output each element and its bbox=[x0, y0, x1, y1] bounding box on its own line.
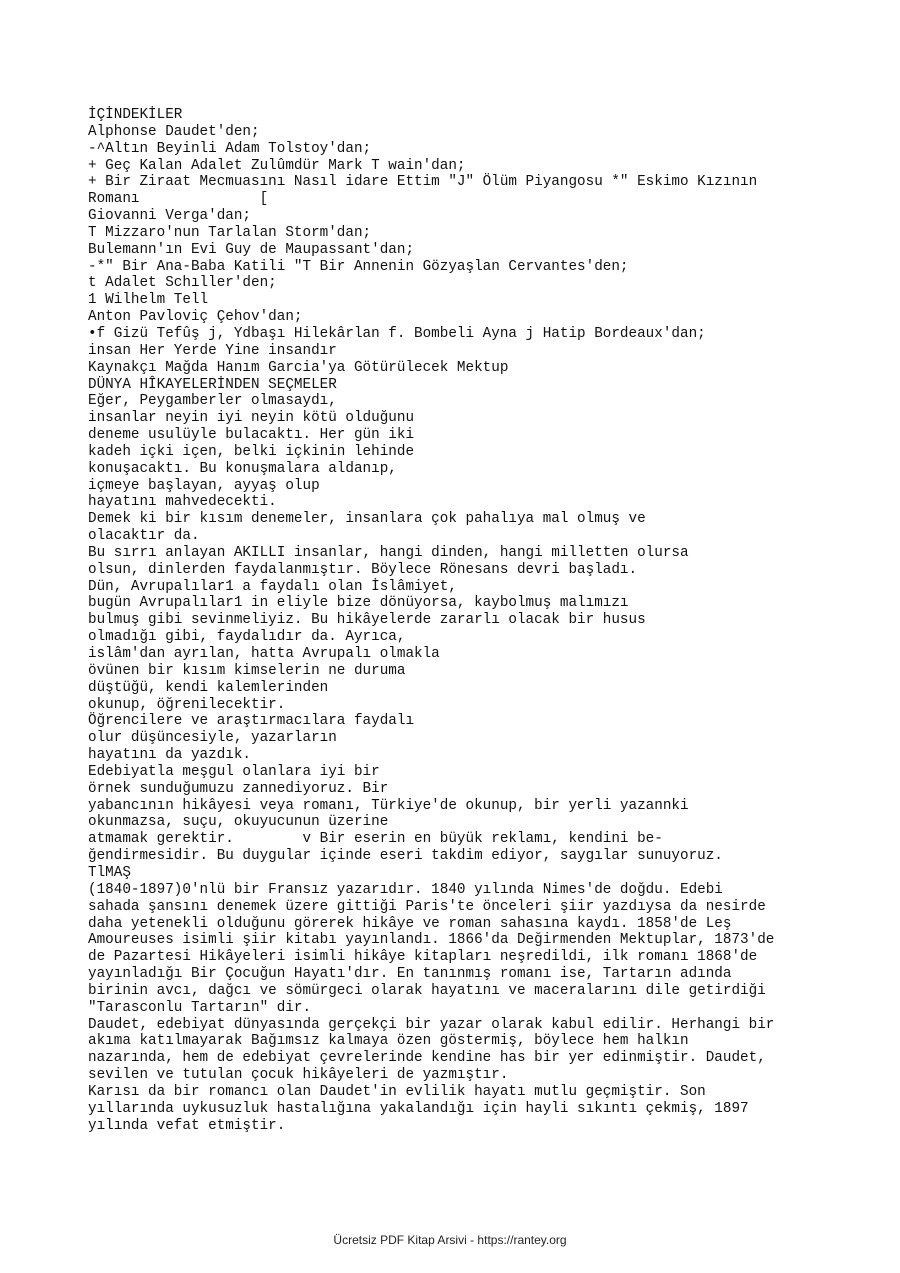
text-line: + Geç Kalan Adalet Zulûmdür Mark T wain'dan; bbox=[88, 157, 466, 174]
text-line: okunup, öğrenilecektir. bbox=[88, 696, 286, 713]
text-line: T Mizzaro'nun Tarlalan Storm'dan; bbox=[88, 224, 372, 241]
text-line: Giovanni Verga'dan; bbox=[88, 208, 252, 225]
text-line: 1 Wilhelm Tell bbox=[88, 292, 209, 309]
text-line: bugün Avrupalılar1 in eliyle bize dönüyorsa, kaybolmuş malımızı bbox=[88, 595, 629, 612]
text-line: daha yetenekli olduğunu görerek hikâye ve roman sahasına kaydı. 1858'de Leş bbox=[88, 915, 732, 932]
text-line: ğendirmesidir. Bu duygular içinde eseri takdim ediyor, saygılar sunuyoruz. bbox=[88, 848, 723, 865]
footer-text: Ücretsiz PDF Kitap Arsivi - https://rantey.org bbox=[333, 1233, 567, 1247]
text-line: sahada şansını denemek üzere gittiği Paris'te önceleri şiir yazdıysa da nesirde bbox=[88, 898, 766, 915]
text-line: Edebiyatla meşgul olanlara iyi bir bbox=[88, 763, 380, 780]
text-line: deneme usulüyle bulacaktı. Her gün iki bbox=[88, 427, 415, 444]
text-line: Bulemann'ın Evi Guy de Maupassant'dan; bbox=[88, 241, 415, 258]
text-line: islâm'dan ayrılan, hatta Avrupalı olmakla bbox=[88, 646, 440, 662]
text-line: •f Gizü Tefûş j, Ydbaşı Hilekârlan f. Bombeli Ayna j Hatip Bordeaux'dan; bbox=[88, 325, 706, 342]
text-line: olmadığı gibi, faydalıdır da. Ayrıca, bbox=[88, 629, 406, 646]
text-line: Romanı [ bbox=[88, 191, 269, 208]
text-line: düştüğü, kendi kalemlerinden bbox=[88, 679, 329, 696]
text-line: Eğer, Peygamberler olmasaydı, bbox=[88, 393, 337, 410]
text-line: Karısı da bir romancı olan Daudet'in evlilik hayatı mutlu geçmiştir. Son bbox=[88, 1083, 706, 1100]
document-body-text bbox=[88, 107, 878, 1134]
text-line: Daudet, edebiyat dünyasında gerçekçi bir yazar olarak kabul edilir. Herhangi bir bbox=[88, 1016, 775, 1033]
text-line: nazarında, hem de edebiyat çevrelerinde kendine has bir yer edinmiştir. Daudet, bbox=[88, 1050, 766, 1067]
text-line: yılında vefat etmiştir. bbox=[88, 1117, 286, 1134]
text-line: Öğrencilere ve araştırmacılara faydalı bbox=[88, 713, 415, 730]
text-line: insanlar neyin iyi neyin kötü olduğunu bbox=[88, 410, 415, 427]
text-line: + Bir Ziraat Mecmuasını Nasıl idare Ettim "J" Ölüm Piyangosu *" Eskimo Kızının bbox=[88, 174, 758, 191]
text-line: okunmazsa, suçu, okuyucunun üzerine bbox=[88, 814, 389, 831]
text-line: hayatını da yazdık. bbox=[88, 747, 252, 764]
signature-line: TlMAŞ bbox=[88, 864, 131, 881]
text-line: birinin avcı, dağcı ve sömürgeci olarak hayatını ve maceralarını dile getirdiği bbox=[88, 982, 766, 999]
text-line: övünen bir kısım kimselerin ne duruma bbox=[88, 662, 406, 679]
text-line: t Adalet Schıller'den; bbox=[88, 275, 277, 292]
text-line: "Tarasconlu Tartarın" dir. bbox=[88, 999, 312, 1016]
text-line: insan Her Yerde Yine insandır bbox=[88, 342, 337, 359]
text-line: yıllarında uykusuzluk hastalığına yakalandığı için hayli sıkıntı çekmiş, 1897 bbox=[88, 1100, 749, 1117]
text-line: hayatını mahvedecekti. bbox=[88, 494, 277, 511]
text-line: sevilen ve tutulan çocuk hikâyeleri de yazmıştır. bbox=[88, 1067, 509, 1084]
text-line: Alphonse Daudet'den; bbox=[88, 123, 260, 140]
text-line: yabancının hikâyesi veya romanı, Türkiye'de okunup, bir yerli yazannki bbox=[88, 797, 689, 814]
text-line: kadeh içki içen, belki içkinin lehinde bbox=[88, 443, 415, 460]
text-line: Kaynakçı Mağda Hanım Garcia'ya Götürülecek Mektup bbox=[88, 359, 509, 376]
text-line: olur düşüncesiyle, yazarların bbox=[88, 730, 337, 747]
text-line: Amoureuses isimli şiir kitabı yayınlandı. 1866'da Değirmenden Mektuplar, 1873'de bbox=[88, 932, 775, 949]
text-line: atmamak gerektir. v Bir eserin en büyük reklamı, kendini be- bbox=[88, 831, 663, 848]
text-line: içmeye başlayan, ayyaş olup bbox=[88, 477, 320, 494]
text-line: bulmuş gibi sevinmeliyiz. Bu hikâyelerde zararlı olacak bir husus bbox=[88, 612, 646, 629]
text-line: Demek ki bir kısım denemeler, insanlara çok pahalıya mal olmuş ve bbox=[88, 511, 646, 528]
section-heading: DÜNYA HÎKAYELERİNDEN SEÇMELER bbox=[88, 376, 337, 393]
text-line: olsun, dinlerden faydalanmıştır. Böylece Rönesans devri başladı. bbox=[88, 561, 638, 578]
text-line: olacaktır da. bbox=[88, 528, 200, 545]
text-line: örnek sunduğumuzu zannediyoruz. Bir bbox=[88, 780, 389, 797]
text-line: Bu sırrı anlayan AKILLI insanlar, hangi dinden, hangi milletten olursa bbox=[88, 544, 689, 561]
text-line: yayınladığı Bir Çocuğun Hayatı'dır. En tanınmış romanı ise, Tartarın adında bbox=[88, 966, 732, 983]
text-line: Anton Pavloviç Çehov'dan; bbox=[88, 309, 303, 326]
text-line: de Pazartesi Hikâyeleri isimli hikâye kitapları neşredildi, ilk romanı 1868'de bbox=[88, 949, 758, 966]
toc-heading: İÇİNDEKİLER bbox=[88, 107, 183, 123]
text-line: (1840-1897)0'nlü bir Fransız yazarıdır. 1840 yılında Nimes'de doğdu. Edebi bbox=[88, 881, 723, 898]
text-line: akıma katılmayarak Bağımsız kalmaya özen göstermiş, böylece hem halkın bbox=[88, 1033, 689, 1050]
text-line: -^Altın Beyinli Adam Tolstoy'dan; bbox=[88, 140, 372, 157]
text-line: -*" Bir Ana-Baba Katili "T Bir Annenin Gözyaşlan Cervantes'den; bbox=[88, 258, 629, 275]
text-line: konuşacaktı. Bu konuşmalara aldanıp, bbox=[88, 460, 397, 477]
text-line: Dün, Avrupalılar1 a faydalı olan İslâmiyet, bbox=[88, 578, 457, 595]
